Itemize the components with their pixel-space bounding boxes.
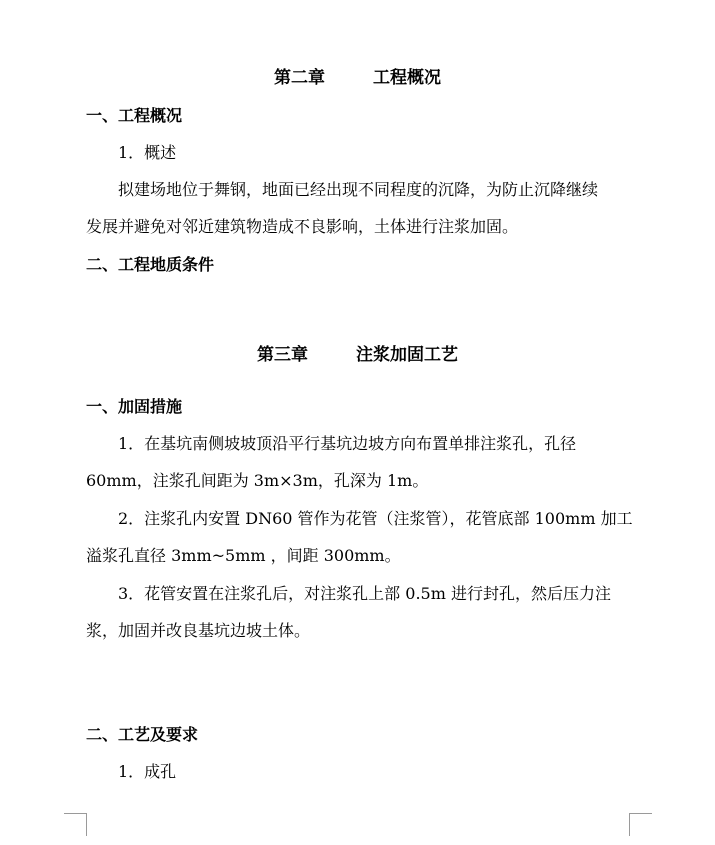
- list-item-line: 3．花管安置在注浆孔后，对注浆孔上部 0.5m 进行封孔，然后压力注: [118, 584, 611, 603]
- subsection-label-drilling: 1．成孔: [118, 762, 177, 781]
- chapter-3-name: 注浆加固工艺: [356, 345, 458, 365]
- chapter-2-number: 第二章: [274, 68, 325, 88]
- subsection-label-summary: 1．概述: [118, 143, 177, 162]
- list-item-line: 1．在基坑南侧坡坡顶沿平行基坑边坡方向布置单排注浆孔，孔径: [118, 434, 577, 453]
- list-item-line: 溢浆孔直径 3mm~5mm ，间距 300mm。: [86, 546, 401, 565]
- list-item-line: 2．注浆孔内安置 DN60 管作为花管（注浆管），花管底部 100mm 加工: [118, 509, 633, 528]
- chapter-2-name: 工程概况: [373, 68, 441, 88]
- section-heading-geology: 二、工程地质条件: [86, 255, 215, 274]
- page-margin-corner-left: [64, 813, 87, 836]
- chapter-3-title: [0, 343, 715, 367]
- section-heading-process: 二、工艺及要求: [86, 725, 199, 744]
- paragraph-line: 发展并避免对邻近建筑物造成不良影响，土体进行注浆加固。: [86, 217, 519, 236]
- list-item-line: 60mm，注浆孔间距为 3m×3m，孔深为 1m。: [86, 471, 429, 490]
- list-item-line: 浆，加固并改良基坑边坡土体。: [86, 621, 311, 640]
- chapter-3-number: 第三章: [257, 345, 308, 365]
- section-heading-measures: 一、加固措施: [86, 397, 183, 416]
- chapter-2-title: [0, 66, 715, 90]
- paragraph-line: 拟建场地位于舞钢，地面已经出现不同程度的沉降，为防止沉降继续: [118, 180, 599, 199]
- section-heading-overview: 一、工程概况: [86, 106, 183, 125]
- page-margin-corner-right: [629, 813, 652, 836]
